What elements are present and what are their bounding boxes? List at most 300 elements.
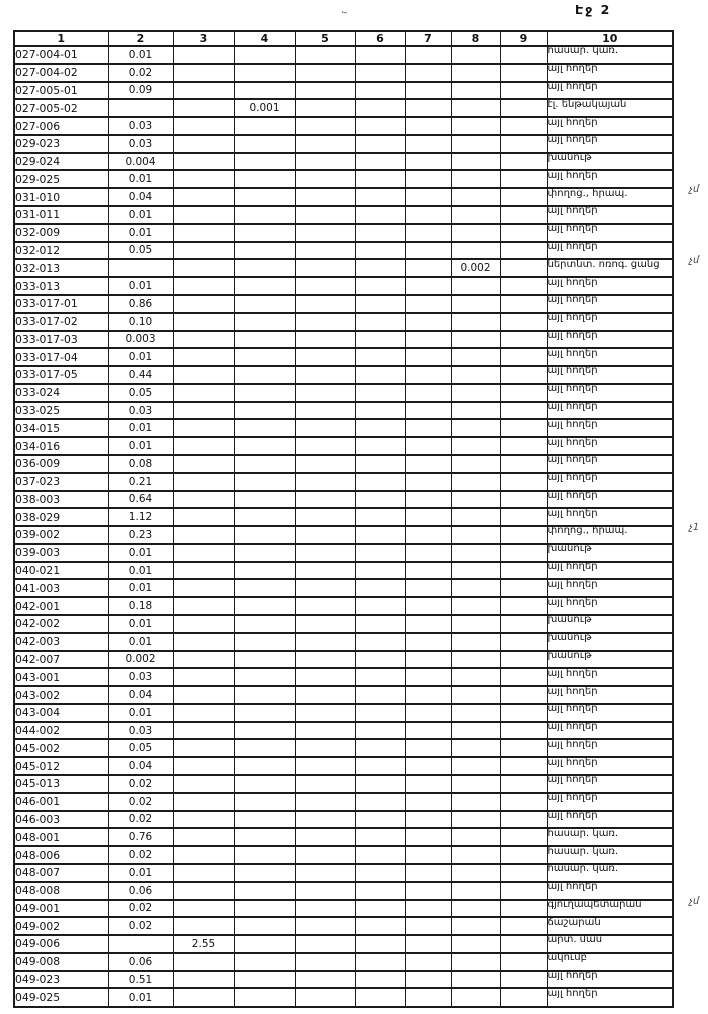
cell-text: 038-029	[15, 510, 61, 524]
column-header: 7	[405, 31, 451, 46]
cell-text: 0.04	[128, 760, 153, 773]
value-cell-col5	[295, 295, 355, 313]
value-cell-col5	[295, 508, 355, 526]
table-row	[14, 562, 673, 580]
value-cell-col9	[500, 99, 547, 117]
value-cell-col6	[355, 331, 405, 349]
table-row	[14, 277, 673, 295]
cell-text: 027-005-02	[15, 101, 78, 115]
land-use-cell	[547, 384, 673, 402]
value-cell-col5	[295, 562, 355, 580]
land-use-cell	[547, 153, 673, 171]
value-cell-col6	[355, 82, 405, 100]
value-cell-col9	[500, 562, 547, 580]
land-use-cell	[547, 170, 673, 188]
value-cell-col3	[173, 188, 234, 206]
value-cell-col3	[173, 704, 234, 722]
cell-text: 032-012	[15, 243, 61, 257]
value-cell-col8	[451, 82, 500, 100]
cell-text: 0.01	[128, 582, 153, 595]
value-cell-col3	[173, 562, 234, 580]
value-cell-col5	[295, 242, 355, 260]
value-cell-col8	[451, 757, 500, 775]
value-cell-col2	[108, 99, 173, 117]
cell-text: 031-011	[15, 208, 61, 222]
cell-text: 036-009	[15, 457, 61, 471]
value-cell-col5	[295, 846, 355, 864]
value-cell-col4	[234, 846, 295, 864]
value-cell-col7	[405, 615, 451, 633]
parcel-code-cell	[14, 722, 108, 740]
cell-text: 033-017-05	[15, 368, 78, 382]
value-cell-col7	[405, 117, 451, 135]
table-row	[14, 82, 673, 100]
land-use-cell	[547, 686, 673, 704]
value-cell-col7	[405, 828, 451, 846]
cell-text: փողոց., հրապ.	[547, 187, 628, 199]
cell-text: 049-001	[15, 901, 61, 915]
value-cell-col9	[500, 117, 547, 135]
cell-text: 0.003	[125, 333, 156, 346]
value-cell-col4	[234, 704, 295, 722]
value-cell-col6	[355, 900, 405, 918]
value-cell-col9	[500, 259, 547, 277]
value-cell-col9	[500, 579, 547, 597]
value-cell-col9	[500, 206, 547, 224]
cell-text: 049-008	[15, 955, 61, 969]
value-cell-col3	[173, 46, 234, 64]
value-cell-col4	[234, 615, 295, 633]
parcel-code-cell	[14, 366, 108, 384]
land-use-cell	[547, 473, 673, 491]
value-cell-col6	[355, 544, 405, 562]
value-cell-col4	[234, 917, 295, 935]
table-row	[14, 917, 673, 935]
value-cell-col6	[355, 295, 405, 313]
value-cell-col6	[355, 64, 405, 82]
cell-text: 0.51	[128, 973, 153, 986]
cell-text: 1.12	[128, 511, 153, 524]
cell-text: այլ հողեր	[547, 561, 598, 573]
value-cell-col6	[355, 988, 405, 1007]
value-cell-col2	[108, 633, 173, 651]
value-cell-col2	[108, 900, 173, 918]
cell-text: այլ հողեր	[547, 507, 598, 519]
parcel-code-cell	[14, 846, 108, 864]
land-use-cell	[547, 419, 673, 437]
cell-text: 0.05	[128, 386, 153, 399]
land-use-cell	[547, 562, 673, 580]
parcel-code-cell	[14, 437, 108, 455]
table-row	[14, 811, 673, 829]
value-cell-col2	[108, 153, 173, 171]
value-cell-col2	[108, 419, 173, 437]
cell-text: 0.02	[128, 66, 153, 79]
value-cell-col2	[108, 988, 173, 1007]
handwritten-margin-annotation: չմ	[689, 255, 699, 267]
parcel-code-cell	[14, 402, 108, 420]
value-cell-col4	[234, 170, 295, 188]
value-cell-col3	[173, 597, 234, 615]
land-use-cell	[547, 348, 673, 366]
table-row	[14, 633, 673, 651]
cell-text: այլ հողեր	[547, 774, 598, 786]
parcel-code-cell	[14, 419, 108, 437]
cell-text: 0.05	[128, 742, 153, 755]
value-cell-col7	[405, 579, 451, 597]
cell-text: այլ հողեր	[547, 383, 598, 395]
value-cell-col6	[355, 917, 405, 935]
table-row	[14, 686, 673, 704]
value-cell-col3	[173, 828, 234, 846]
value-cell-col4	[234, 188, 295, 206]
value-cell-col8	[451, 277, 500, 295]
parcel-code-cell	[14, 615, 108, 633]
parcel-code-cell	[14, 277, 108, 295]
cell-text: 033-025	[15, 404, 61, 418]
table-row	[14, 366, 673, 384]
land-use-cell	[547, 184, 699, 206]
value-cell-col5	[295, 935, 355, 953]
value-cell-col4	[234, 295, 295, 313]
table-row	[14, 597, 673, 615]
value-cell-col7	[405, 277, 451, 295]
land-use-cell	[547, 117, 673, 135]
value-cell-col8	[451, 206, 500, 224]
cell-text: այլ հողեր	[547, 436, 598, 448]
parcel-code-cell	[14, 544, 108, 562]
table-row	[14, 295, 673, 313]
value-cell-col3	[173, 739, 234, 757]
value-cell-col5	[295, 544, 355, 562]
cell-text: այլ հողեր	[547, 756, 598, 768]
cell-text: 049-006	[15, 937, 61, 951]
value-cell-col2	[108, 135, 173, 153]
table-body	[14, 45, 699, 1007]
table-row	[14, 117, 673, 135]
value-cell-col2	[108, 526, 173, 544]
value-cell-col4	[234, 313, 295, 331]
cell-text: այլ հողեր	[547, 347, 598, 359]
value-cell-col9	[500, 242, 547, 260]
cell-text: 045-002	[15, 741, 61, 755]
value-cell-col6	[355, 313, 405, 331]
cell-text: 043-001	[15, 670, 61, 684]
value-cell-col2	[108, 402, 173, 420]
value-cell-col7	[405, 704, 451, 722]
parcel-code-cell	[14, 153, 108, 171]
value-cell-col3	[173, 419, 234, 437]
cell-text: 033-024	[15, 386, 61, 400]
cell-text: 0.10	[128, 315, 153, 328]
value-cell-col7	[405, 935, 451, 953]
value-cell-col2	[108, 846, 173, 864]
value-cell-col6	[355, 615, 405, 633]
cell-text: խանութ	[547, 649, 592, 661]
value-cell-col2	[108, 188, 173, 206]
value-cell-col2	[108, 259, 173, 277]
value-cell-col8	[451, 99, 500, 117]
land-use-cell	[547, 828, 673, 846]
value-cell-col4	[234, 82, 295, 100]
cell-text: 046-001	[15, 795, 61, 809]
parcel-code-cell	[14, 135, 108, 153]
parcel-code-cell	[14, 811, 108, 829]
parcel-code-cell	[14, 757, 108, 775]
table-row	[14, 153, 673, 171]
cell-text: այլ հողեր	[547, 738, 598, 750]
value-cell-col5	[295, 82, 355, 100]
value-cell-col4	[234, 757, 295, 775]
cell-text: այլ հողեր	[547, 970, 598, 982]
value-cell-col4	[234, 793, 295, 811]
cell-text: 2.55	[191, 937, 216, 950]
land-use-cell	[547, 579, 673, 597]
value-cell-col3	[173, 348, 234, 366]
parcel-code-cell	[14, 633, 108, 651]
value-cell-col3	[173, 579, 234, 597]
column-header: 10	[547, 31, 673, 46]
value-cell-col2	[108, 828, 173, 846]
value-cell-col3	[173, 668, 234, 686]
land-use-cell	[547, 46, 673, 64]
value-cell-col5	[295, 722, 355, 740]
value-cell-col2	[108, 82, 173, 100]
table-row	[14, 259, 673, 277]
value-cell-col5	[295, 419, 355, 437]
cell-text: 0.01	[128, 226, 153, 239]
parcel-code-cell	[14, 64, 108, 82]
value-cell-col9	[500, 882, 547, 900]
value-cell-col5	[295, 259, 355, 277]
cell-text: 041-003	[15, 581, 61, 595]
cell-text: 0.09	[128, 84, 153, 97]
value-cell-col9	[500, 384, 547, 402]
cell-text: այլ հողեր	[547, 240, 598, 252]
value-cell-col9	[500, 935, 547, 953]
cell-text: ակումբ	[547, 952, 587, 964]
table-row	[14, 704, 673, 722]
value-cell-col5	[295, 170, 355, 188]
value-cell-col7	[405, 526, 451, 544]
value-cell-col8	[451, 793, 500, 811]
value-cell-col9	[500, 633, 547, 651]
column-header: 5	[295, 31, 355, 46]
value-cell-col8	[451, 651, 500, 669]
value-cell-col2	[108, 739, 173, 757]
cell-text: 0.02	[128, 849, 153, 862]
table-row	[14, 170, 673, 188]
value-cell-col9	[500, 455, 547, 473]
cell-text: 034-016	[15, 439, 61, 453]
value-cell-col7	[405, 846, 451, 864]
value-cell-col3	[173, 259, 234, 277]
land-use-cell	[547, 668, 673, 686]
value-cell-col8	[451, 117, 500, 135]
parcel-code-cell	[14, 170, 108, 188]
table-row	[14, 224, 673, 242]
cell-text: 049-025	[15, 991, 61, 1005]
value-cell-col2	[108, 170, 173, 188]
value-cell-col6	[355, 971, 405, 989]
value-cell-col7	[405, 971, 451, 989]
value-cell-col2	[108, 437, 173, 455]
value-cell-col8	[451, 491, 500, 509]
parcel-code-cell	[14, 331, 108, 349]
value-cell-col2	[108, 597, 173, 615]
value-cell-col7	[405, 366, 451, 384]
cell-text: 0.01	[128, 173, 153, 186]
land-use-cell	[547, 437, 673, 455]
table-row	[14, 544, 673, 562]
cell-text: 027-005-01	[15, 83, 78, 97]
value-cell-col8	[451, 437, 500, 455]
value-cell-col3	[173, 491, 234, 509]
value-cell-col5	[295, 686, 355, 704]
value-cell-col8	[451, 953, 500, 971]
value-cell-col3	[173, 722, 234, 740]
land-use-cell	[547, 704, 673, 722]
value-cell-col2	[108, 775, 173, 793]
value-cell-col4	[234, 686, 295, 704]
cell-text: այլ հողեր	[547, 454, 598, 466]
value-cell-col7	[405, 562, 451, 580]
parcel-code-cell	[14, 259, 108, 277]
cell-text: խանութ	[547, 543, 592, 555]
value-cell-col6	[355, 99, 405, 117]
value-cell-col3	[173, 793, 234, 811]
value-cell-col8	[451, 900, 500, 918]
value-cell-col3	[173, 846, 234, 864]
value-cell-col8	[451, 722, 500, 740]
value-cell-col5	[295, 473, 355, 491]
column-header: 2	[108, 31, 173, 46]
value-cell-col8	[451, 739, 500, 757]
table-row	[14, 348, 673, 366]
parcel-code-cell	[14, 597, 108, 615]
value-cell-col4	[234, 971, 295, 989]
table-row	[14, 971, 673, 989]
land-use-cell	[547, 522, 699, 544]
value-cell-col3	[173, 170, 234, 188]
cell-text: այլ հողեր	[547, 205, 598, 217]
cell-text: 0.03	[128, 671, 153, 684]
value-cell-col2	[108, 64, 173, 82]
cell-text: այլ հողեր	[547, 294, 598, 306]
cell-text: այլ հողեր	[547, 472, 598, 484]
value-cell-col7	[405, 633, 451, 651]
table-row	[14, 402, 673, 420]
value-cell-col5	[295, 491, 355, 509]
value-cell-col9	[500, 544, 547, 562]
value-cell-col5	[295, 579, 355, 597]
value-cell-col5	[295, 188, 355, 206]
land-use-cell	[547, 135, 673, 153]
value-cell-col7	[405, 900, 451, 918]
land-use-cell	[547, 775, 673, 793]
column-header: 3	[173, 31, 234, 46]
parcel-code-cell	[14, 206, 108, 224]
value-cell-col8	[451, 348, 500, 366]
cell-text: 0.02	[128, 813, 153, 826]
value-cell-col5	[295, 917, 355, 935]
cell-text: 0.01	[128, 617, 153, 630]
table-row	[14, 242, 673, 260]
value-cell-col4	[234, 259, 295, 277]
value-cell-col6	[355, 579, 405, 597]
value-cell-col2	[108, 508, 173, 526]
value-cell-col6	[355, 188, 405, 206]
table-row	[14, 99, 673, 117]
parcel-code-cell	[14, 935, 108, 953]
value-cell-col2	[108, 704, 173, 722]
value-cell-col8	[451, 775, 500, 793]
cell-text: 032-009	[15, 226, 61, 240]
value-cell-col4	[234, 99, 295, 117]
table-row	[14, 988, 673, 1007]
value-cell-col7	[405, 508, 451, 526]
cell-text: այլ հողեր	[547, 169, 598, 181]
parcel-code-cell	[14, 242, 108, 260]
value-cell-col4	[234, 46, 295, 64]
cell-text: այլ հողեր	[547, 365, 598, 377]
land-use-cell	[547, 82, 673, 100]
cell-text: 044-002	[15, 724, 61, 738]
value-cell-col2	[108, 117, 173, 135]
value-cell-col5	[295, 437, 355, 455]
cell-text: 0.01	[128, 635, 153, 648]
cell-text: այլ հողեր	[547, 988, 598, 1000]
value-cell-col8	[451, 419, 500, 437]
value-cell-col2	[108, 277, 173, 295]
value-cell-col7	[405, 135, 451, 153]
cell-text: 027-004-02	[15, 66, 78, 80]
value-cell-col9	[500, 348, 547, 366]
parcel-code-cell	[14, 384, 108, 402]
value-cell-col5	[295, 206, 355, 224]
value-cell-col7	[405, 491, 451, 509]
value-cell-col9	[500, 828, 547, 846]
value-cell-col9	[500, 917, 547, 935]
value-cell-col5	[295, 775, 355, 793]
cell-text: փողոց., հրապ.	[547, 525, 628, 537]
value-cell-col4	[234, 135, 295, 153]
table-row	[14, 864, 673, 882]
value-cell-col2	[108, 953, 173, 971]
value-cell-col2	[108, 313, 173, 331]
value-cell-col8	[451, 615, 500, 633]
value-cell-col5	[295, 988, 355, 1007]
cell-text: այլ հողեր	[547, 578, 598, 590]
value-cell-col2	[108, 206, 173, 224]
cell-text: 042-007	[15, 652, 61, 666]
value-cell-col7	[405, 419, 451, 437]
value-cell-col5	[295, 811, 355, 829]
value-cell-col3	[173, 295, 234, 313]
land-use-cell	[547, 277, 673, 295]
cell-text: 029-023	[15, 137, 61, 151]
table-row	[14, 935, 673, 953]
parcel-code-cell	[14, 686, 108, 704]
land-use-cell	[547, 313, 673, 331]
value-cell-col3	[173, 775, 234, 793]
value-cell-col6	[355, 170, 405, 188]
value-cell-col6	[355, 384, 405, 402]
land-use-cell	[547, 402, 673, 420]
cell-text: 0.002	[460, 262, 491, 275]
value-cell-col7	[405, 331, 451, 349]
cell-text: այլ հողեր	[547, 312, 598, 324]
